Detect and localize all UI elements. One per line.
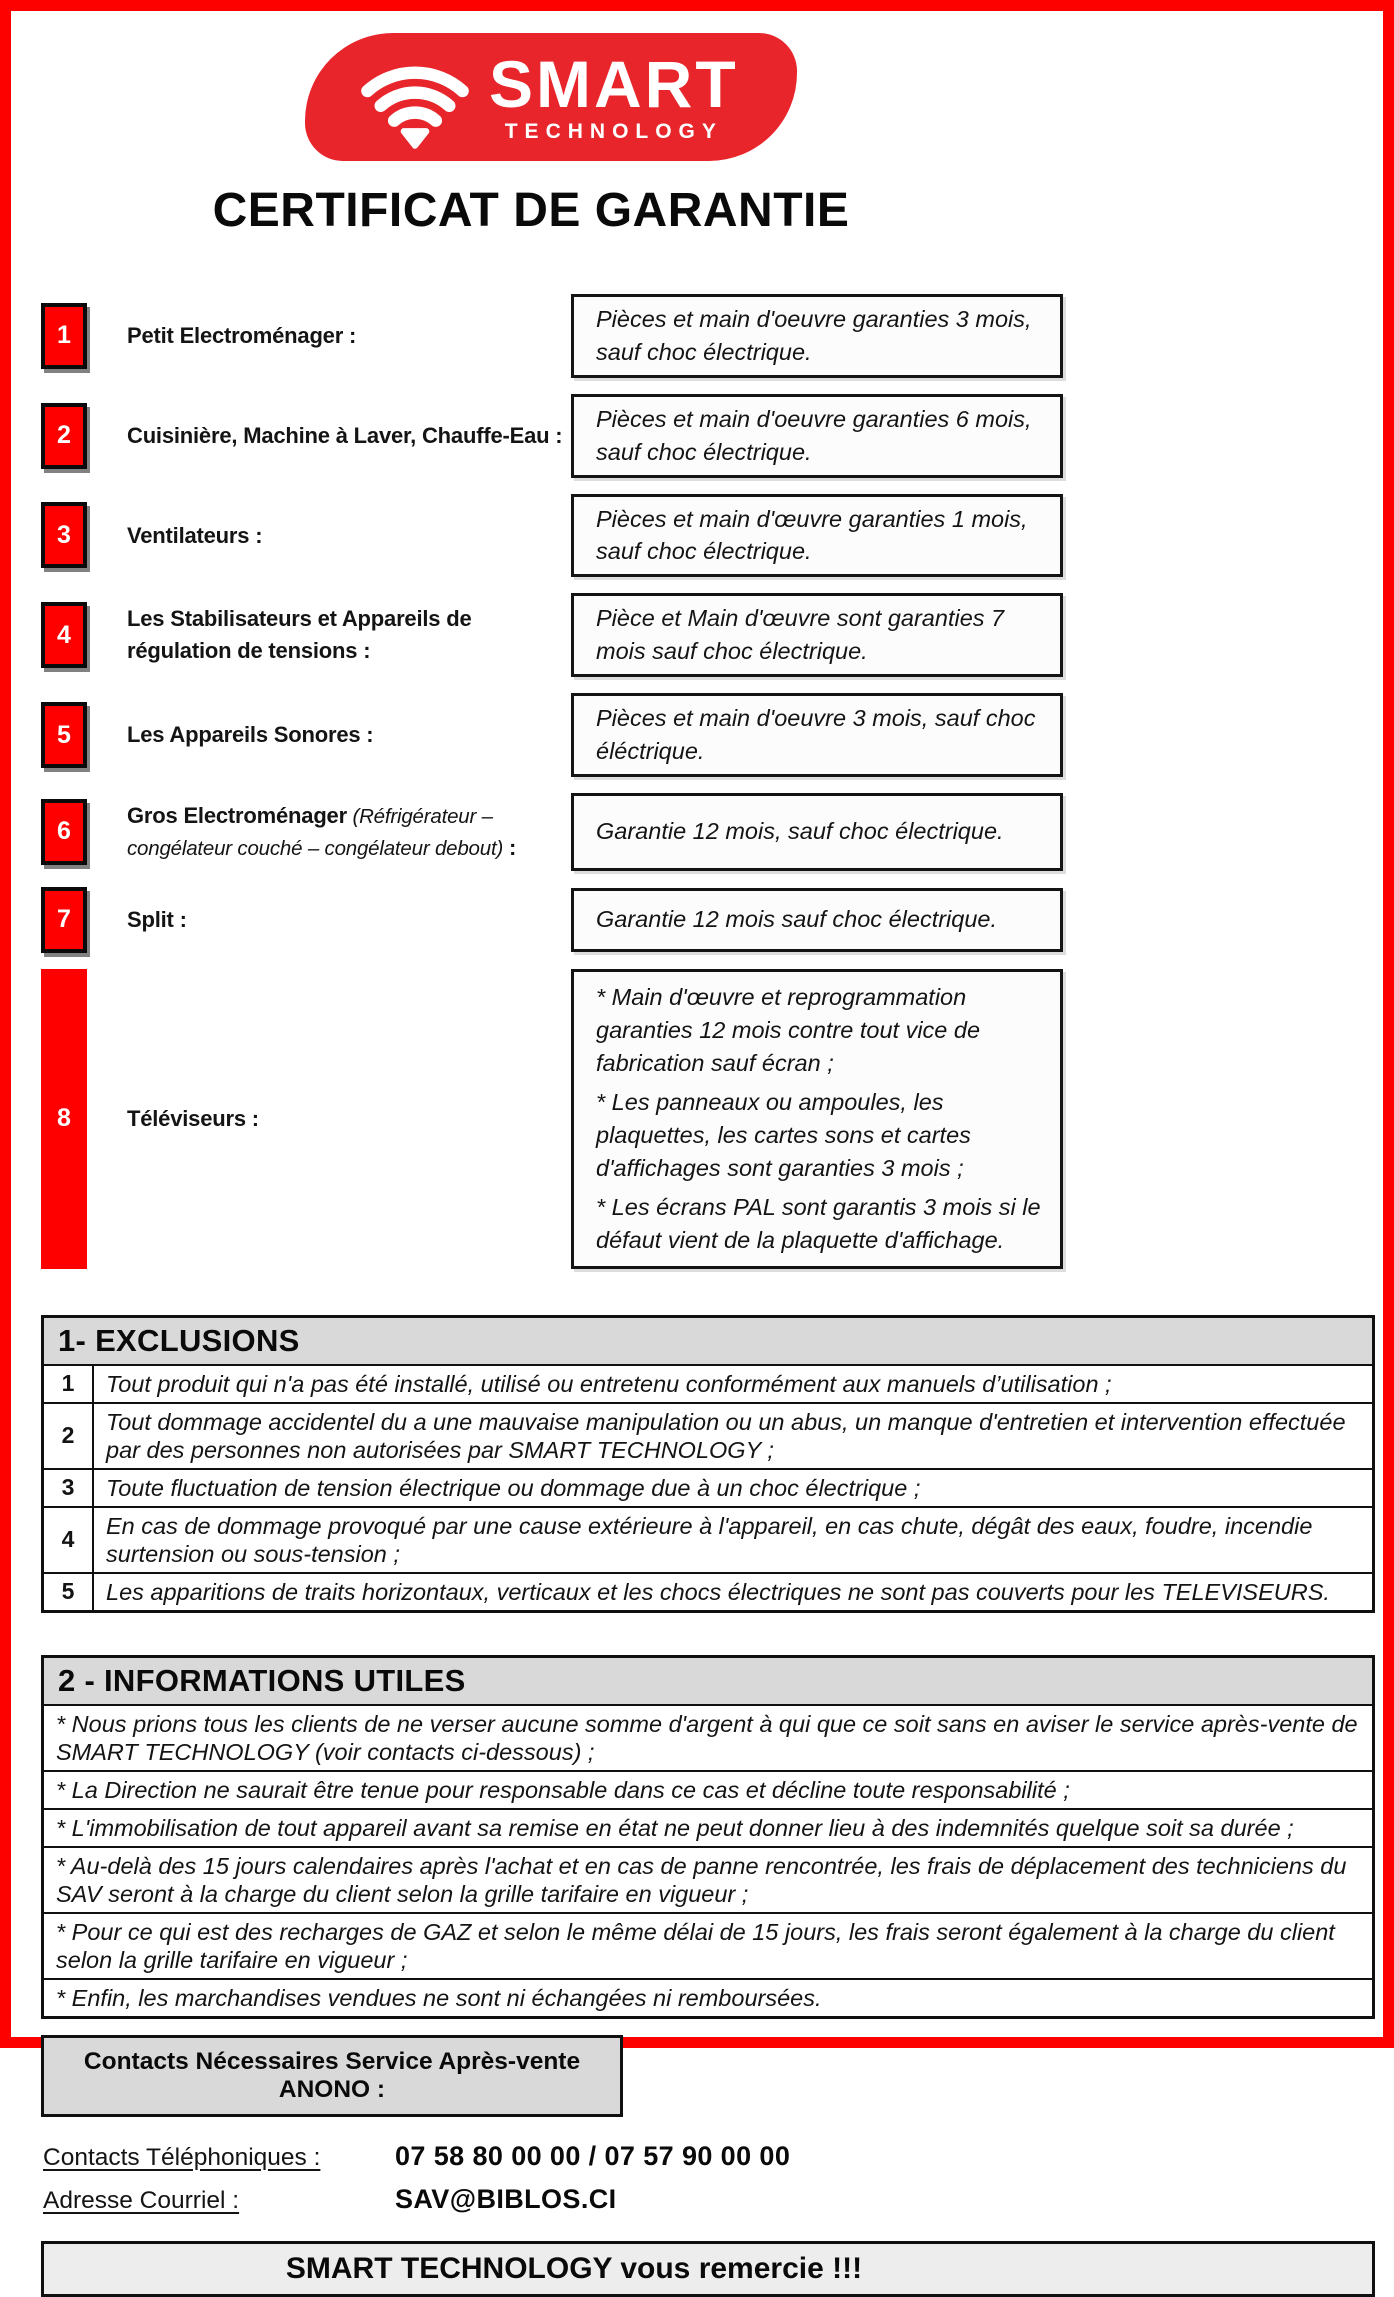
useful-info-heading: 2 - INFORMATIONS UTILES	[44, 1658, 1372, 1704]
info-item: * Pour ce qui est des recharges de GAZ et selon le même délai de 15 jours, les frais seront également à la charge du client selon la grille tarifaire en vigueur ;	[44, 1912, 1372, 1978]
phone-numbers: 07 58 80 00 00 / 07 57 90 00 00	[395, 2140, 791, 2171]
row-number-badge: 1	[41, 303, 87, 369]
warranty-terms-box	[571, 693, 1063, 777]
exclusion-row	[44, 1364, 1372, 1402]
row-number-badge: 3	[41, 502, 87, 568]
logo-text	[489, 46, 739, 144]
category-label: Cuisinière, Machine à Laver, Chauffe-Eau :	[127, 422, 563, 448]
warranty-terms-box	[571, 593, 1063, 677]
exclusion-row	[44, 1506, 1372, 1572]
row-number-badge: 5	[41, 702, 87, 768]
warranty-row	[41, 494, 1383, 578]
email-contact-row	[43, 2184, 1383, 2215]
warranty-row	[41, 793, 1383, 871]
email-label: Adresse Courriel :	[43, 2186, 240, 2214]
thanks-banner	[41, 2241, 1375, 2297]
warranty-terms-box	[571, 294, 1063, 378]
exclusion-number: 1	[44, 1366, 94, 1402]
exclusion-row	[44, 1402, 1372, 1468]
exclusion-text: Toute fluctuation de tension électrique ou dommage due à un choc électrique ;	[106, 1474, 921, 1501]
warranty-row	[41, 887, 1383, 953]
info-item: * Au-delà des 15 jours calendaires après l'achat et en cas de panne rencontrée, les frais de déplacement des techniciens du SAV seront à la charge du client selon la grille tarifaire en vigueur ;	[44, 1846, 1372, 1912]
exclusion-number: 4	[44, 1508, 94, 1572]
exclusion-text: Les apparitions de traits horizontaux, verticaux et les chocs électriques ne sont pas couverts pour les TELEVISEURS.	[106, 1578, 1330, 1605]
exclusion-number: 5	[44, 1574, 94, 1610]
row-number-badge: 2	[41, 403, 87, 469]
warranty-row	[41, 693, 1383, 777]
category-label-main: Gros Electroménager	[127, 803, 347, 829]
warranty-terms-box	[571, 394, 1063, 478]
category-label-colon: :	[503, 834, 517, 860]
info-item: * L'immobilisation de tout appareil avant sa remise en état ne peut donner lieu à des indemnités quelque soit sa durée ;	[44, 1808, 1372, 1846]
warranty-row	[41, 969, 1383, 1269]
info-item: * Nous prions tous les clients de ne verser aucune somme d'argent à qui que ce soit sans en aviser le service après-vente de SMART TECHNOLOGY (voir contacts ci-dessous) ;	[44, 1704, 1372, 1770]
logo-subtitle-text: TECHNOLOGY	[504, 119, 723, 143]
warranty-terms-text: * Les écrans PAL sont garantis 3 mois si le défaut vient de la plaquette d'affichage.	[596, 1193, 1041, 1253]
brand-logo	[305, 33, 797, 161]
warranty-terms-text: Garantie 12 mois, sauf choc électrique.	[596, 818, 1004, 845]
warranty-terms-box	[571, 969, 1063, 1269]
row-number-badge: 6	[41, 799, 87, 865]
info-item: * La Direction ne saurait être tenue pour responsable dans ce cas et décline toute responsabilité ;	[44, 1770, 1372, 1808]
exclusions-section	[41, 1315, 1375, 1613]
exclusion-row	[44, 1468, 1372, 1506]
wifi-icon	[351, 44, 479, 150]
exclusion-row	[44, 1572, 1372, 1610]
row-number-badge: 4	[41, 602, 87, 668]
warranty-terms-text: Pièces et main d'oeuvre garanties 3 mois, sauf choc électrique.	[596, 306, 1032, 365]
warranty-terms-box	[571, 793, 1063, 871]
category-label: Petit Electroménager :	[127, 322, 357, 348]
warranty-row	[41, 593, 1383, 677]
exclusion-text: Tout dommage accidentel du a une mauvaise manipulation ou un abus, un manque d'entretien et intervention effectuée par des personnes non autorisées par SMART TECHNOLOGY ;	[106, 1408, 1346, 1463]
row-number-badge: 7	[41, 887, 87, 953]
exclusion-text: En cas de dommage provoqué par une cause extérieure à l'appareil, en cas chute, dégât des eaux, foudre, incendie surtension ou sous-tension ;	[106, 1512, 1313, 1567]
info-item: * Enfin, les marchandises vendues ne sont ni échangées ni remboursées.	[44, 1978, 1372, 2016]
exclusion-number: 3	[44, 1470, 94, 1506]
category-label: Les Appareils Sonores :	[127, 722, 374, 748]
useful-info-section	[41, 1655, 1375, 2019]
warranty-terms-text: Pièces et main d'œuvre garanties 1 mois, sauf choc électrique.	[596, 505, 1028, 565]
warranty-terms-text: * Main d'œuvre et reprogrammation garanties 12 mois contre tout vice de fabrication sauf écran ;	[596, 983, 981, 1076]
thanks-text: SMART TECHNOLOGY vous remercie !!!	[285, 2251, 863, 2285]
email-address: SAV@BIBLOS.CI	[395, 2183, 617, 2214]
category-label: Ventilateurs :	[127, 522, 263, 548]
warranty-row	[41, 294, 1383, 378]
warranty-terms-text: Garantie 12 mois sauf choc électrique.	[596, 906, 998, 933]
exclusion-number: 2	[44, 1404, 94, 1468]
warranty-terms-box	[571, 494, 1063, 578]
exclusion-text: Tout produit qui n'a pas été installé, utilisé ou entretenu conformément aux manuels d’utilisation ;	[106, 1370, 1112, 1397]
warranty-terms-text: * Les panneaux ou ampoules, les plaquettes, les cartes sons et cartes d'affichages sont garanties 3 mois ;	[596, 1088, 971, 1181]
warranty-list	[41, 294, 1383, 1269]
contacts-heading: Contacts Nécessaires Service Après-vente ANONO :	[41, 2035, 623, 2117]
logo-brand-text: SMART	[489, 46, 739, 121]
exclusions-heading: 1- EXCLUSIONS	[44, 1318, 1372, 1364]
category-label-note: (Réfrigérateur – congélateur couché – congélateur debout)	[127, 805, 504, 860]
warranty-terms-text: Pièces et main d'oeuvre 3 mois, sauf choc éléctrique.	[596, 705, 1036, 765]
warranty-terms-text: Pièces et main d'oeuvre garanties 6 mois, sauf choc électrique.	[596, 405, 1032, 465]
warranty-row	[41, 394, 1383, 478]
category-label: Téléviseurs :	[127, 1105, 259, 1131]
row-number-badge: 8	[41, 969, 87, 1269]
category-label: Les Stabilisateurs et Appareils de régulation de tensions :	[127, 606, 472, 664]
warranty-terms-text: Pièce et Main d'œuvre sont garanties 7 mois sauf choc électrique.	[596, 605, 1005, 665]
phone-contact-row	[43, 2141, 1383, 2172]
phone-label: Contacts Téléphoniques :	[43, 2143, 321, 2171]
category-label	[127, 800, 563, 864]
page-title: CERTIFICAT DE GARANTIE	[212, 184, 850, 237]
category-label: Split :	[127, 906, 187, 932]
warranty-terms-box	[571, 888, 1063, 952]
